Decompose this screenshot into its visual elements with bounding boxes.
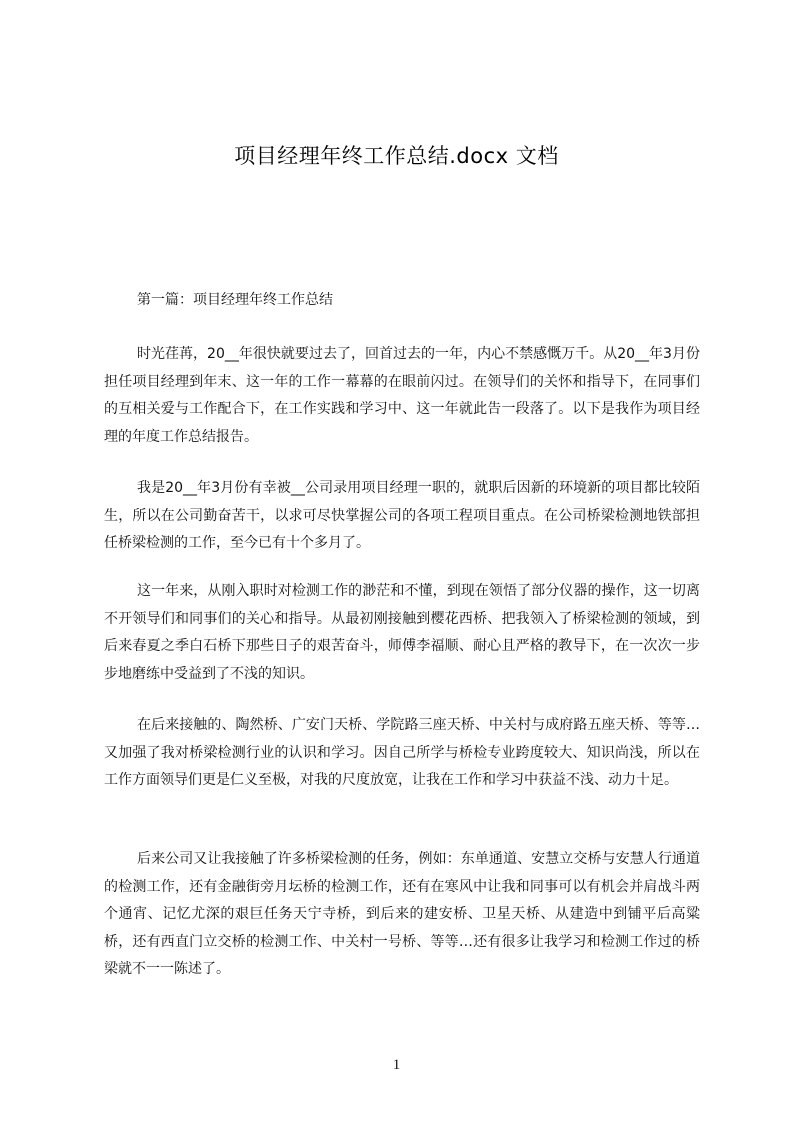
paragraph-4: 在后来接触的、陶然桥、广安门天桥、学院路三座天桥、中关村与成府路五座天桥、等等…又加强了我对桥梁检测行业的认识和学习。因自己所学与桥检专业跨度较大、知识尚浅，所以在工作方面领导们更是仁义至极，对我的尺度放宽，让我在工作和学习中获益不浅、动力十足。 <box>104 717 700 789</box>
paragraph-5: 后来公司又让我接触了许多桥梁检测的任务，例如：东单通道、安慧立交桥与安慧人行通道的检测工作，还有金融街旁月坛桥的检测工作，还有在寒风中让我和同事可以有机会并肩战斗两个通宵、记忆尤深的艰巨任务天宁寺桥，到后来的建安桥、卫星天桥、从建造中到铺平后高粱桥，还有西直门立交桥的检测工作、中关村一号桥、等等…还有很多让我学习和检测工作过的桥梁就不一一陈述了。 <box>104 851 700 978</box>
page-number: 1 <box>392 1057 401 1073</box>
section-heading: 第一篇：项目经理年终工作总结 <box>137 292 333 308</box>
document-title: 项目经理年终工作总结.docx 文档 <box>234 144 559 168</box>
paragraph-1: 时光荏苒，20__年很快就要过去了，回首过去的一年，内心不禁感慨万千。从20__年3月份担任项目经理到年末、这一年的工作一幕幕的在眼前闪过。在领导们的关怀和指导下，在同事们的互相关爱与工作配合下，在工作实践和学习中、这一年就此告一段落了。以下是我作为项目经理的年度工作总结报告。 <box>104 346 700 445</box>
paragraph-3: 这一年来，从刚入职时对检测工作的渺茫和不懂，到现在领悟了部分仪器的操作，这一切离不开领导们和同事们的关心和指导。从最初刚接触到樱花西桥、把我领入了桥梁检测的领域，到后来春夏之季白石桥下那些日子的艰苦奋斗，师傅李福顺、耐心且严格的教导下，在一次次一步步地磨练中受益到了不浅的知识。 <box>104 583 700 682</box>
paragraph-2: 我是20__年3月份有幸被__公司录用项目经理一职的，就职后因新的环境新的项目都比较陌生，所以在公司勤奋苦干，以求可尽快掌握公司的各项工程项目重点。在公司桥梁检测地铁部担任桥梁检测的工作，至今已有十个多月了。 <box>104 480 700 552</box>
